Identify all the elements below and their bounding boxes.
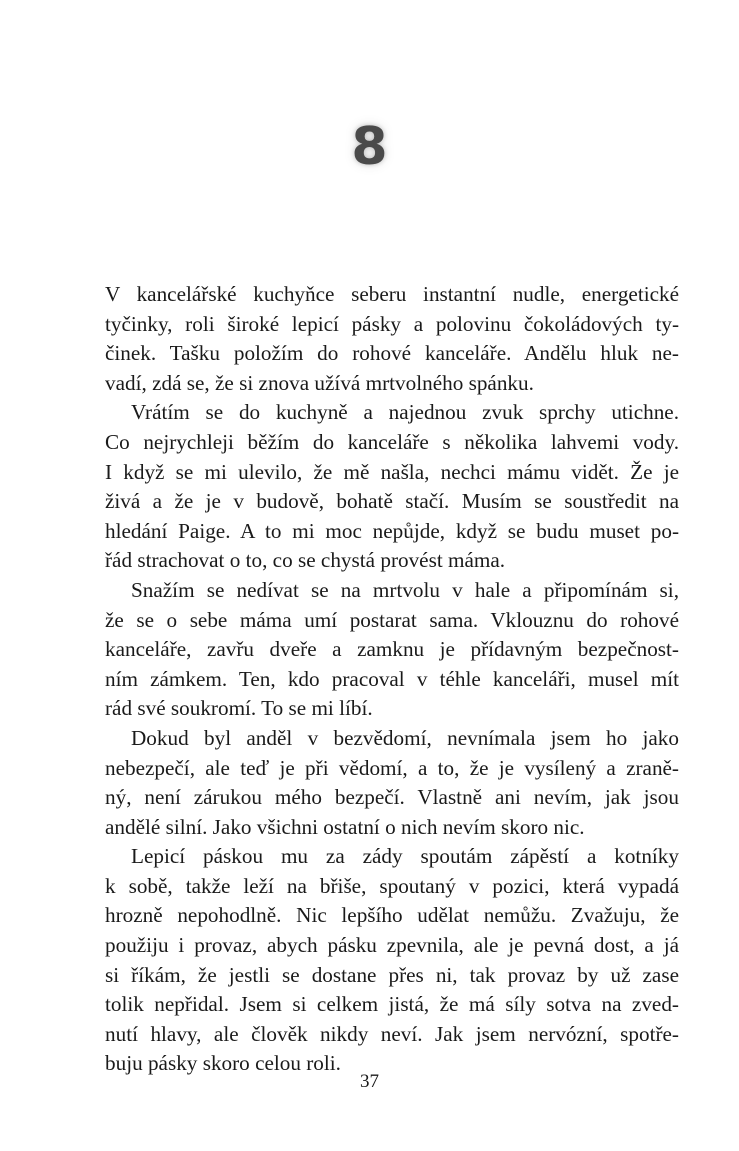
text-line: vadí, zdá se, že si znova užívá mrtvolného spánku. <box>105 370 534 395</box>
text-line: andělé silní. Jako všichni ostatní o nich nevím skoro nic. <box>105 814 585 839</box>
text-line: hrozně nepohodlně. Nic lepšího udělat nemůžu. Zvažuju, že <box>105 903 679 928</box>
text-line: tolik nepřidal. Jsem si celkem jistá, že má síly sotva na zved- <box>105 992 679 1017</box>
text-line: kanceláře, zavřu dveře a zamknu je přídavným bezpečnost- <box>105 637 679 662</box>
text-line: činek. Tašku položím do rohové kanceláře. Andělu hluk ne- <box>105 341 679 366</box>
text-line: hledání Paige. A to mi moc nepůjde, když se budu muset po- <box>105 518 679 543</box>
text-line: použiju i provaz, abych pásku zpevnila, ale je pevná dost, a já <box>105 933 679 958</box>
text-line: řád strachovat o to, co se chystá provést máma. <box>105 548 506 573</box>
text-line: že se o sebe máma umí postarat sama. Vklouznu do rohové <box>105 607 679 632</box>
text-line: rád své soukromí. To se mi líbí. <box>105 696 373 721</box>
page-number: 37 <box>360 1071 379 1092</box>
text-line: k sobě, takže leží na břiše, spoutaný v pozici, která vypadá <box>105 873 679 898</box>
text-line: Lepicí páskou mu za zády spoutám zápěstí a kotníky <box>131 844 679 869</box>
chapter-body <box>105 280 679 1079</box>
text-line: buju pásky skoro celou roli. <box>105 1051 341 1076</box>
text-line: Snažím se nedívat se na mrtvolu v hale a připomínám si, <box>131 577 679 602</box>
paragraph <box>105 280 679 398</box>
text-line: Vrátím se do kuchyně a najednou zvuk sprchy utichne. <box>131 400 679 425</box>
chapter-number: 8 <box>351 117 388 177</box>
text-line: nutí hlavy, ale člověk nikdy neví. Jak jsem nervózní, spotře- <box>105 1021 679 1046</box>
text-line: I když se mi ulevilo, že mě našla, nechci mámu vidět. Že je <box>105 459 679 484</box>
paragraph <box>105 576 679 724</box>
text-line: si říkám, že jestli se dostane přes ni, tak provaz by už zase <box>105 962 679 987</box>
text-line: ný, není zárukou mého bezpečí. Vlastně ani nevím, jak jsou <box>105 785 679 810</box>
paragraph <box>105 398 679 576</box>
paragraph <box>105 724 679 842</box>
text-line: živá a že je v budově, bohatě stačí. Musím se soustředit na <box>105 489 679 514</box>
text-line: V kancelářské kuchyňce seberu instantní nudle, energetické <box>105 282 679 306</box>
text-line: ním zámkem. Ten, kdo pracoval v téhle kanceláři, musel mít <box>105 666 679 691</box>
text-line: Dokud byl anděl v bezvědomí, nevnímala jsem ho jako <box>131 725 679 750</box>
text-line: tyčinky, roli široké lepicí pásky a polovinu čokoládových ty- <box>105 311 679 336</box>
paragraph <box>105 842 679 1079</box>
text-line: Co nejrychleji běžím do kanceláře s několika lahvemi vody. <box>105 429 679 454</box>
text-line: nebezpečí, ale teď je při vědomí, a to, že je vysílený a zraně- <box>105 755 679 780</box>
